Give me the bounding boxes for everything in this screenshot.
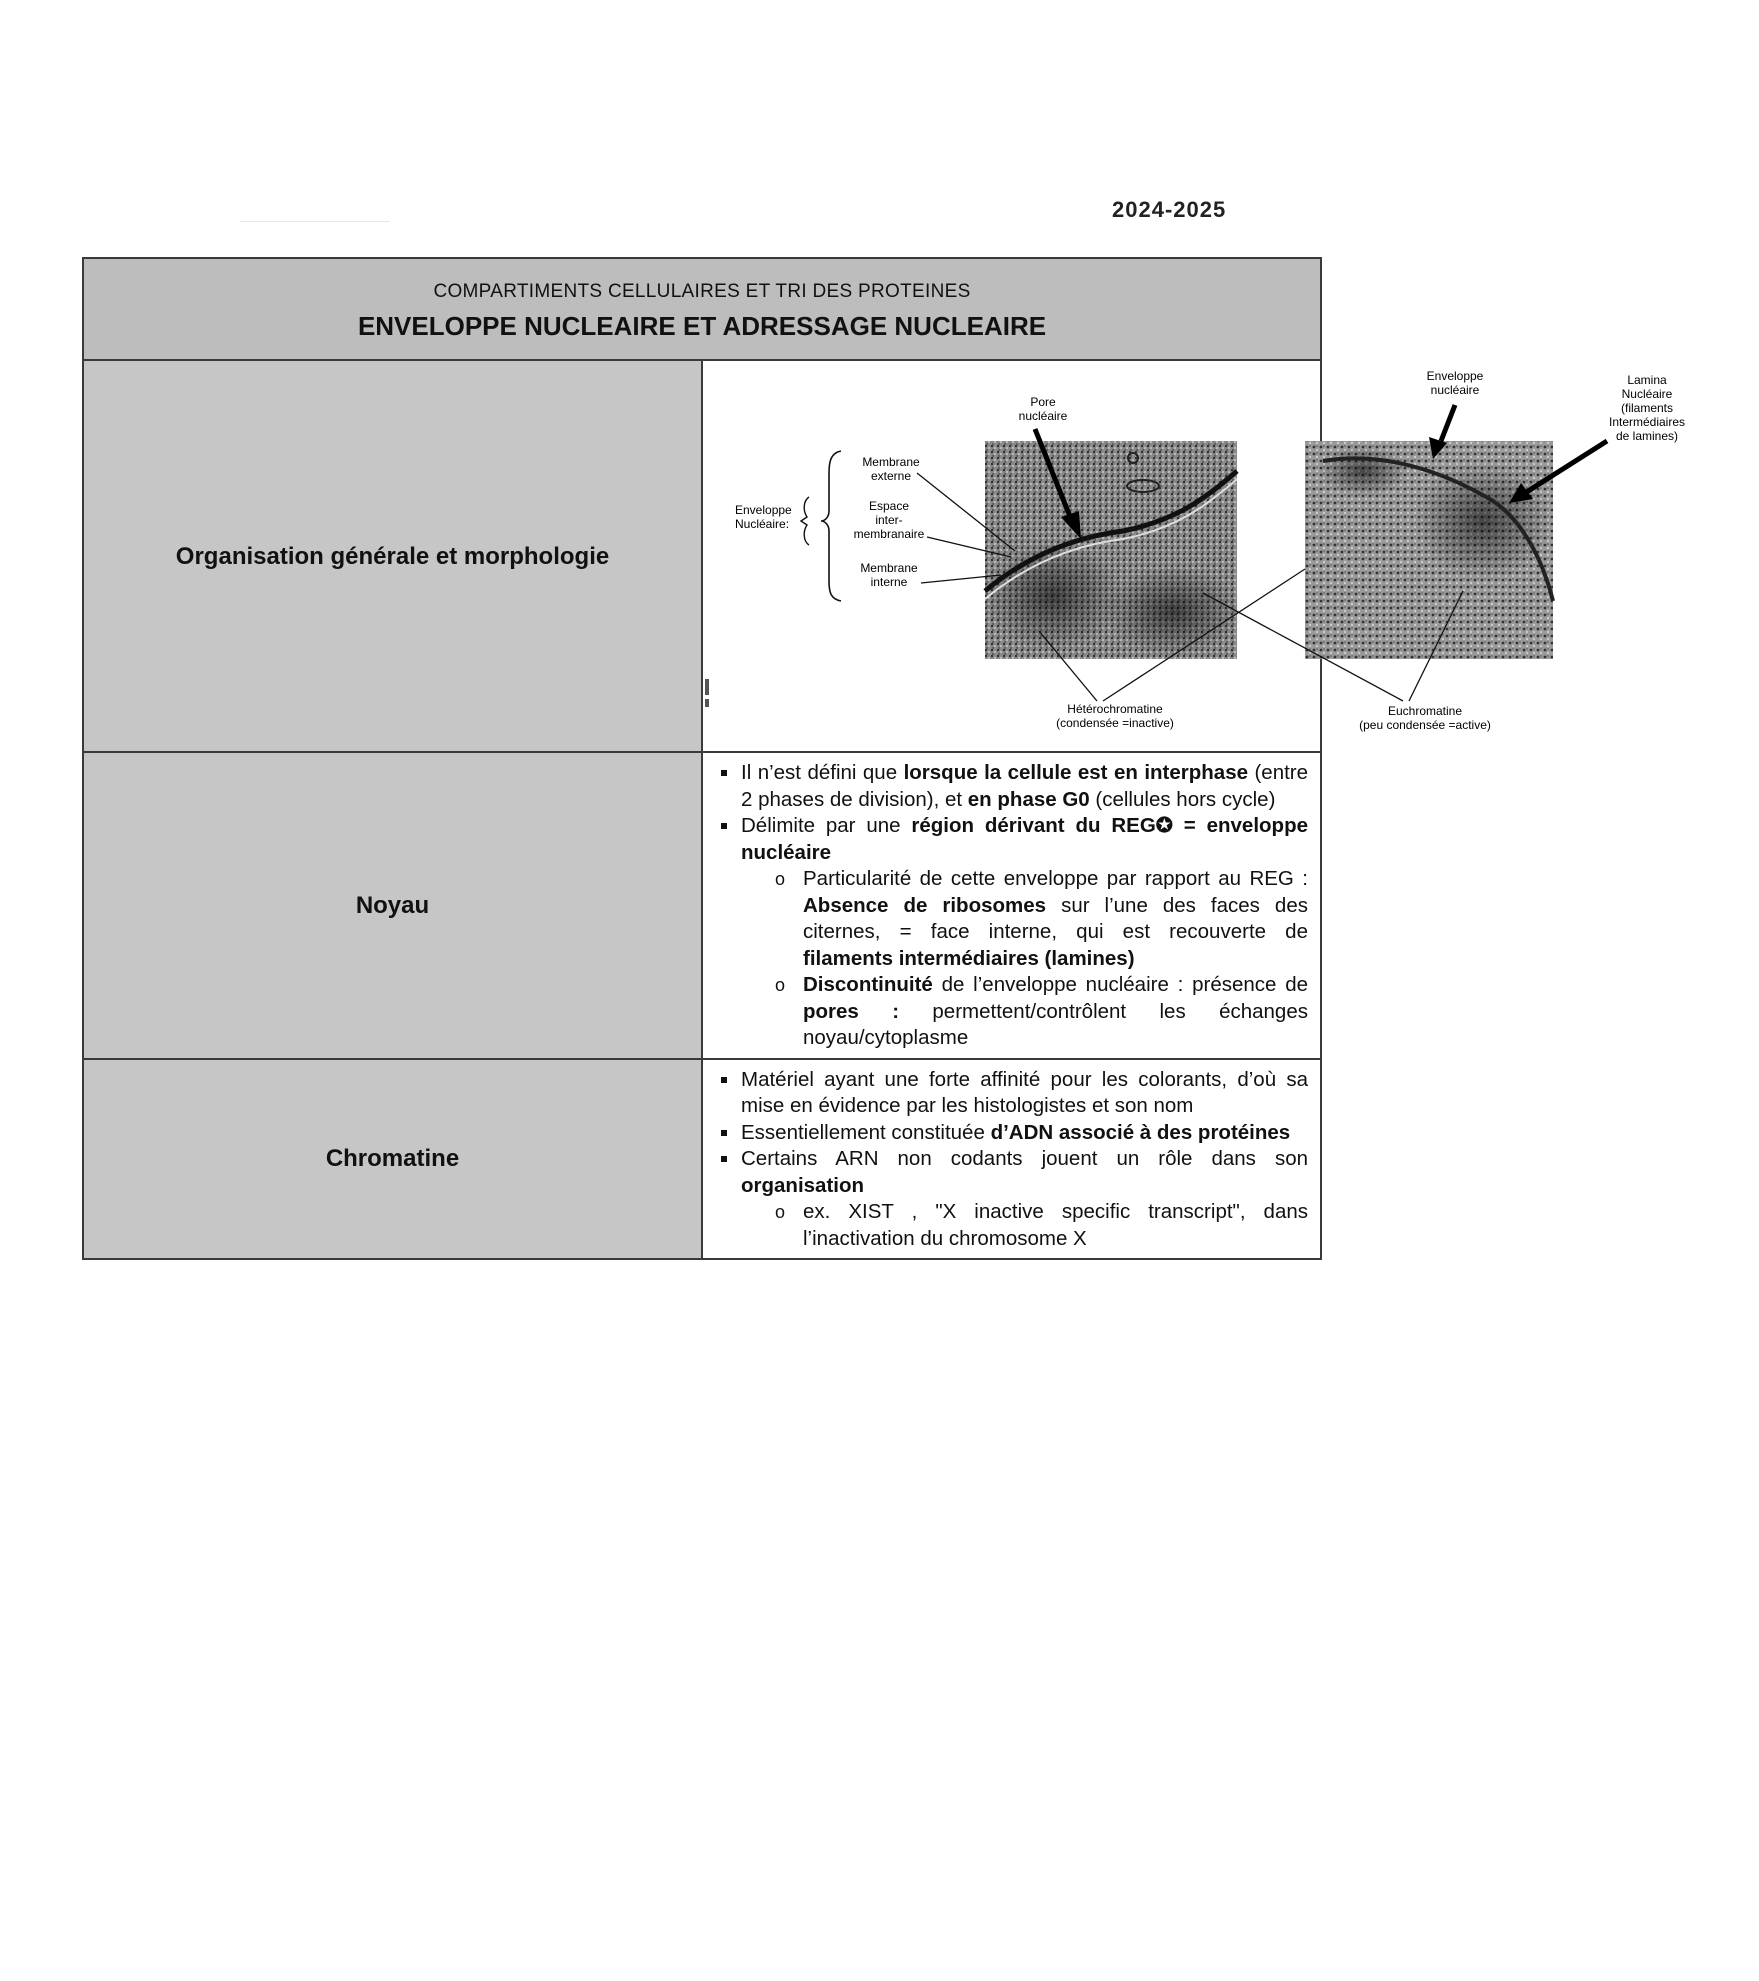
chromatine-bullet-2 bbox=[715, 1120, 1308, 1147]
text-run-bold: filaments intermédiaires (lamines) bbox=[803, 946, 1135, 970]
nuclear-envelope-figure bbox=[703, 361, 1759, 751]
text-run: Certains ARN non codants jouent un rôle dans son bbox=[741, 1147, 1308, 1170]
text-run-bold: organisation bbox=[741, 1173, 865, 1197]
big-bracket bbox=[821, 451, 841, 601]
chromatine-subbullets bbox=[741, 1199, 1308, 1252]
micrograph-right bbox=[1305, 441, 1553, 659]
row-label-chromatine: Chromatine bbox=[83, 1059, 702, 1260]
row-noyau bbox=[83, 752, 1321, 1059]
chromatine-subbullet-1: o ex. XIST , "X inactive specific transcript", dans l’inactivation du chromosome X bbox=[775, 1199, 1308, 1252]
label-espace-2: inter- bbox=[875, 513, 903, 527]
row-chromatine bbox=[83, 1059, 1321, 1260]
noyau-content bbox=[702, 752, 1321, 1059]
label-enveloppe-1: Enveloppe bbox=[1426, 369, 1484, 383]
label-lamina-4: Intermédiaires bbox=[1608, 415, 1686, 429]
chromatine-content bbox=[702, 1059, 1321, 1260]
label-membrane-externe-1: Membrane bbox=[862, 455, 920, 469]
text-run-bold: lorsque la cellule est en interphase bbox=[903, 761, 1249, 784]
text-run-bold: Absence de ribosomes bbox=[803, 893, 1047, 917]
noyau-subbullets bbox=[741, 866, 1308, 1052]
scan-artifact-line bbox=[240, 221, 390, 222]
header-cell bbox=[83, 258, 1321, 360]
text-run: Particularité de cette enveloppe par rapport au REG : bbox=[803, 867, 1308, 890]
header-subtitle: COMPARTIMENTS CELLULAIRES ET TRI DES PROTEINES bbox=[433, 280, 971, 302]
chromatine-bullet-1: Matériel ayant une forte affinité pour les colorants, d’où sa mise en évidence par les histologistes et son nom bbox=[715, 1067, 1308, 1120]
label-membrane-externe-2: externe bbox=[870, 469, 912, 483]
text-run: (cellules hors cycle) bbox=[1089, 787, 1276, 811]
label-lamina-2: Nucléaire bbox=[1621, 387, 1673, 401]
text-run-bold: en phase G0 bbox=[967, 787, 1090, 811]
header-title: ENVELOPPE NUCLEAIRE ET ADRESSAGE NUCLEAIRE bbox=[357, 310, 1047, 341]
text-run: (entre 2 phases de division), et bbox=[741, 761, 1309, 811]
row-label-noyau: Noyau bbox=[83, 752, 702, 1059]
text-run: Délimite par une bbox=[741, 814, 912, 837]
noyau-bullet-1 bbox=[715, 760, 1308, 813]
text-run: sur l’une des faces des citernes, = face interne, qui est recouverte de bbox=[803, 893, 1308, 943]
label-pore-2: nucléaire bbox=[1018, 409, 1068, 423]
cropped-year-header: 2024-2025 bbox=[1112, 197, 1227, 222]
label-lamina-1: Lamina bbox=[1627, 373, 1667, 387]
label-lamina-3: (filaments bbox=[1620, 401, 1674, 415]
label-euchromatine-1: Euchromatine bbox=[1387, 704, 1463, 718]
text-run-bold: pores : bbox=[803, 999, 900, 1023]
noyau-bullet-2 bbox=[715, 813, 1308, 1052]
chromatine-bullets bbox=[715, 1067, 1308, 1253]
text-run: de l’enveloppe nucléaire : présence de bbox=[932, 973, 1308, 996]
label-enveloppe-2: nucléaire bbox=[1430, 383, 1480, 397]
text-run: permettent/contrôlent les échanges noyau/cytoplasme bbox=[803, 999, 1308, 1049]
text-run: Il n’est défini que bbox=[741, 761, 904, 784]
label-pore-1: Pore bbox=[1030, 395, 1056, 409]
chromatine-bullet-3 bbox=[715, 1146, 1308, 1252]
margin-mark bbox=[705, 679, 709, 707]
text-run: Essentiellement constituée bbox=[741, 1120, 991, 1144]
label-euchromatine-2: (peu condensée =active) bbox=[1359, 718, 1491, 732]
label-membrane-interne-1: Membrane bbox=[860, 561, 918, 575]
text-run-bold: Discontinuité bbox=[803, 973, 933, 996]
noyau-bullets bbox=[715, 760, 1308, 1052]
small-bracket bbox=[801, 497, 809, 545]
micrograph-left bbox=[983, 441, 1243, 659]
label-lamina-5: de lamines) bbox=[1615, 429, 1679, 443]
label-enveloppe-nucleaire-1: Enveloppe bbox=[735, 503, 792, 517]
header-row bbox=[83, 258, 1321, 360]
figure-cell bbox=[702, 360, 1686, 752]
row-organisation bbox=[83, 360, 1321, 752]
row-label-organisation: Organisation générale et morphologie bbox=[83, 360, 702, 752]
label-enveloppe-nucleaire-2: Nucléaire: bbox=[735, 517, 790, 531]
label-espace-3: membranaire bbox=[853, 527, 925, 541]
label-heterochromatine-1: Hétérochromatine bbox=[1067, 702, 1163, 716]
label-membrane-interne-2: interne bbox=[870, 575, 908, 589]
label-espace-1: Espace bbox=[868, 499, 910, 513]
text-run-bold: région dérivant du REG✪ = enveloppe nucléaire bbox=[741, 814, 1309, 864]
label-heterochromatine-2: (condensée =inactive) bbox=[1056, 716, 1174, 730]
course-table bbox=[82, 257, 1686, 1260]
text-run-bold: d’ADN associé à des protéines bbox=[990, 1120, 1291, 1144]
noyau-subbullet-2 bbox=[775, 972, 1308, 1052]
noyau-subbullet-1 bbox=[775, 866, 1308, 972]
